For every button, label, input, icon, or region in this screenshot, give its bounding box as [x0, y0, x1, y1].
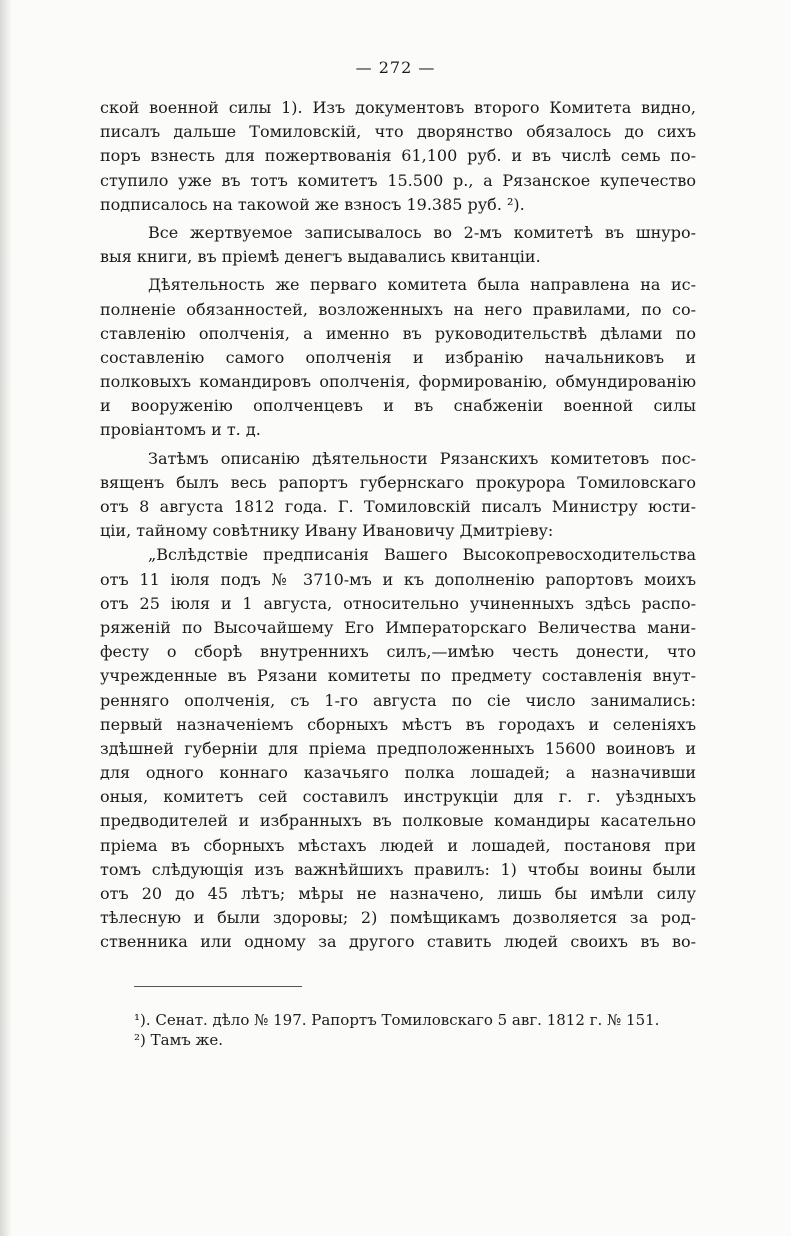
- text-line: поръ взнесть для пожертвованія 61,100 руб. и въ числѣ семь по-: [100, 146, 696, 166]
- footnotes: [134, 1010, 724, 1050]
- text-line: первый назначеніемъ сборныхъ мѣстъ въ городахъ и селеніяхъ: [100, 714, 696, 734]
- text-line: ренняго ополченія, съ 1-го августа по сіе число занимались:: [100, 690, 696, 710]
- text-line: провіантомъ и т. д.: [100, 420, 261, 440]
- text-line: полненіе обязанностей, возложенныхъ на него правилами, по со-: [100, 299, 696, 319]
- text-line: фесту о сборѣ внутреннихъ силъ,—имѣю честь донести, что: [100, 642, 696, 662]
- text-line: ставленію ополченія, а именно въ руководительствѣ дѣлами по: [100, 323, 696, 343]
- text-line: здѣшней губерніи для пріема предположенныхъ 15600 воиновъ и: [100, 738, 696, 758]
- footnote-1: ¹). Сенат. дѣло № 197. Рапортъ Томиловскаго 5 авг. 1812 г. № 151.: [134, 1011, 660, 1029]
- text-line: оныя, комитетъ сей составилъ инструкціи для г. г. уѣздныхъ: [100, 787, 696, 807]
- paragraph-first-line: Все жертвуемое записывалось во 2-мъ комитетѣ въ шнуро-: [148, 222, 696, 242]
- text-line: вященъ былъ весь рапортъ губернскаго прокурора Томиловскаго: [100, 472, 696, 492]
- page-number: — 272 —: [355, 58, 436, 77]
- text-line: писалъ дальше Томиловскій, что дворянство обязалось до сихъ: [100, 122, 696, 142]
- text-line: полковыхъ командировъ ополченія, формированію, обмундированію: [100, 372, 696, 392]
- text-line: предводителей и избранныхъ въ полковые командиры касательно: [100, 811, 696, 831]
- page-edge-shadow: [0, 0, 12, 1236]
- paragraph-first-line: Затѣмъ описанію дѣятельности Рязанскихъ комитетовъ пос-: [148, 448, 696, 468]
- body-text: [100, 96, 696, 955]
- text-line: учрежденные въ Рязани комитеты по предмету составленія внут-: [100, 666, 696, 686]
- text-line: ступило уже въ тотъ комитетъ 15.500 р., а Рязанское купечество: [100, 170, 696, 190]
- text-line: отъ 11 іюля подъ № 3710-мъ и къ дополненію рапортовъ моихъ: [100, 569, 696, 589]
- text-line: выя книги, въ пріемѣ денегъ выдавались квитанціи.: [100, 247, 541, 267]
- text-line: ряженій по Высочайшему Его Императорскаго Величества мани-: [100, 617, 696, 637]
- text-line: подписалось на такowой же взносъ 19.385 руб. ²).: [100, 194, 525, 214]
- text-line: составленію самого ополченія и избранію начальниковъ и: [100, 347, 696, 367]
- text-line: отъ 25 іюля и 1 августа, относительно учиненныхъ здѣсь распо-: [100, 593, 696, 613]
- text-line: томъ слѣдующія изъ важнѣйшихъ правилъ: 1) чтобы воины были: [100, 859, 696, 879]
- paragraph-first-line: Дѣятельность же перваго комитета была направлена на ис-: [148, 275, 696, 295]
- text-line: для одного коннаго казачьяго полка лошадей; а назначивши: [100, 763, 696, 783]
- footnote-divider: [134, 986, 302, 987]
- text-line: ціи, тайному совѣтнику Ивану Ивановичу Дмитріеву:: [100, 521, 554, 541]
- footnote-2: ²) Тамъ же.: [134, 1031, 224, 1049]
- text-line: ственника или одному за другого ставить людей своихъ въ во-: [100, 932, 696, 952]
- text-line: отъ 20 до 45 лѣтъ; мѣры не назначено, лишь бы имѣли силу: [100, 884, 696, 903]
- quote-first-line: „Вслѣдствіе предписанія Вашего Высокопревосходительства: [148, 545, 696, 565]
- text-line: пріема въ сборныхъ мѣстахъ людей и лошадей, постановя при: [100, 835, 696, 855]
- text-line: отъ 8 августа 1812 года. Г. Томиловскій писалъ Министру юсти-: [100, 497, 696, 516]
- text-line: и вооруженію ополченцевъ и въ снабженіи военной силы: [100, 396, 696, 416]
- text-line: тѣлесную и были здоровы; 2) помѣщикамъ дозволяется за род-: [100, 908, 696, 928]
- text-line: ской военной силы 1). Изъ документовъ второго Комитета видно,: [100, 98, 696, 117]
